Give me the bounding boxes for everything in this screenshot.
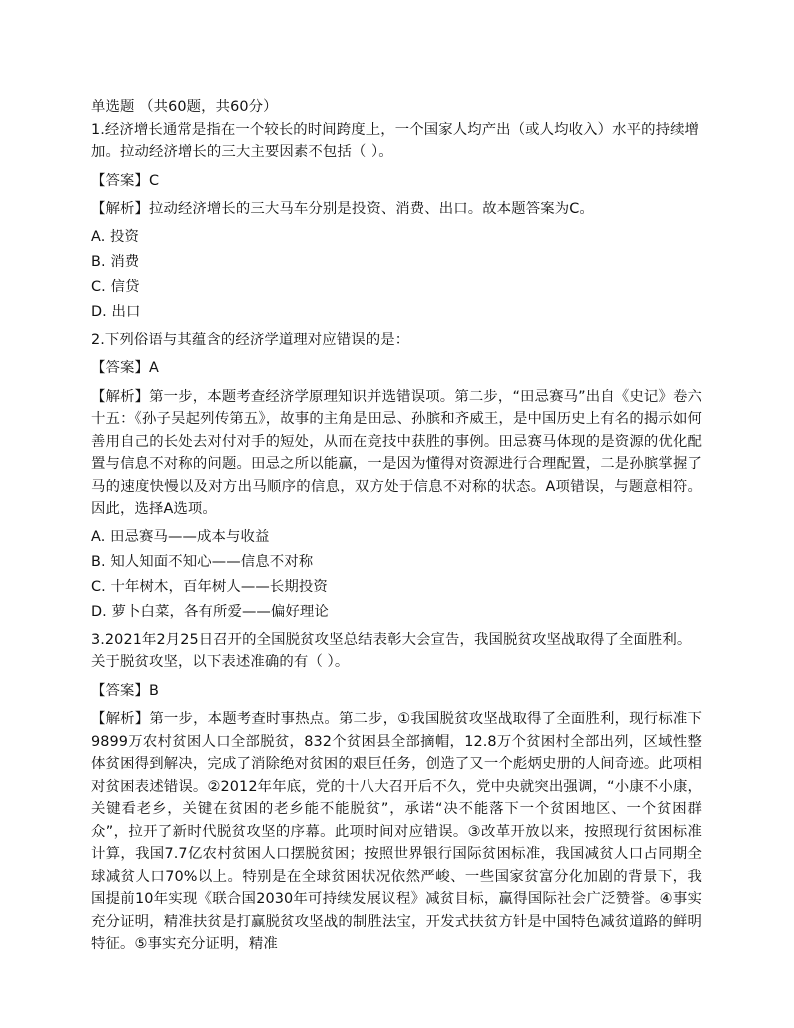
question-3: [91, 629, 702, 956]
document-page: [91, 96, 702, 956]
question-1: [91, 119, 702, 325]
question-stem: 2.下列俗语与其蕴含的经济学道理对应错误的是：: [91, 331, 410, 348]
analysis-text: 【解析】拉动经济增长的三大马车分别是投资、消费、出口。故本题答案为C。: [91, 201, 594, 217]
analysis-text: 【解析】第一步，本题考查经济学原理知识并选错误项。第二步，“田忌赛马”出自《史记》卷六十五：《孙子吴起列传第五》，故事的主角是田忌、孙膑和齐威王，是中国历史上有名的揭示如何善用自己的长处去对付对手的短处，从而在竞技中获胜的事例。田忌赛马体现的是资源的优化配置与信息不对称的问题。田忌之所以能赢，一是因为懂得对资源进行合理配置，二是孙膑掌握了马的速度快慢以及对方出马顺序的信息，双方处于信息不对称的状态。A项错误，与题意相符。因此，选择A选项。: [91, 388, 702, 517]
question-stem: 3.2021年2月25日召开的全国脱贫攻坚总结表彰大会宣告，我国脱贫攻坚战取得了全面胜利。关于脱贫攻坚，以下表述准确的有（ ）。: [91, 631, 692, 670]
answer-line: 【答案】B: [91, 682, 159, 699]
option-a: A. 田忌赛马——成本与收益: [91, 528, 270, 545]
option-b: B. 消费: [91, 253, 140, 270]
option-list: [91, 225, 702, 325]
option-b: B. 知人知面不知心——信息不对称: [91, 553, 314, 570]
option-a: A. 投资: [91, 228, 140, 245]
option-c: C. 十年树木，百年树人——长期投资: [91, 578, 328, 595]
answer-line: 【答案】C: [91, 172, 160, 189]
question-2: [91, 329, 702, 625]
question-stem: 1.经济增长通常是指在一个较长的时间跨度上，一个国家人均产出（或人均收入）水平的持续增加。拉动经济增长的三大主要因素不包括（ ）。: [91, 121, 700, 160]
answer-line: 【答案】A: [91, 360, 159, 376]
option-list: [91, 525, 702, 625]
option-d: D. 萝卜白菜，各有所爱——偏好理论: [91, 603, 329, 620]
option-d: D. 出口: [91, 303, 141, 320]
section-header: 单选题 （共60题，共60分）: [91, 99, 278, 115]
option-c: C. 信贷: [91, 278, 140, 295]
analysis-text: 【解析】第一步，本题考查时事热点。第二步，①我国脱贫攻坚战取得了全面胜利，现行标准下9899万农村贫困人口全部脱贫，832个贫困县全部摘帽，12.8万个贫困村全部出列，区域性整体贫困得到解决，完成了消除绝对贫困的艰巨任务，创造了又一个彪炳史册的人间奇迹。此项相对贫困表述错误。②2012年年底，党的十八大召开后不久，党中央就突出强调，“小康不小康，关键看老乡，关键在贫困的老乡能不能脱贫”，承诺“决不能落下一个贫困地区、一个贫困群众”，拉开了新时代脱贫攻坚的序幕。此项时间对应错误。③改革开放以来，按照现行贫困标准计算，我国7.7亿农村贫困人口摆脱贫困；按照世界银行国际贫困标准，我国减贫人口占同期全球减贫人口70%以上。特别是在全球贫困状况依然严峻、一些国家贫富分化加剧的背景下，我国提前10年实现《联合国2030年可持续发展议程》减贫目标，赢得国际社会广泛赞誉。④事实充分证明，精准扶贫是打赢脱贫攻坚战的制胜法宝，开发式扶贫方针是中国特色减贫道路的鲜明特征。⑤事实充分证明，精准: [91, 711, 702, 952]
